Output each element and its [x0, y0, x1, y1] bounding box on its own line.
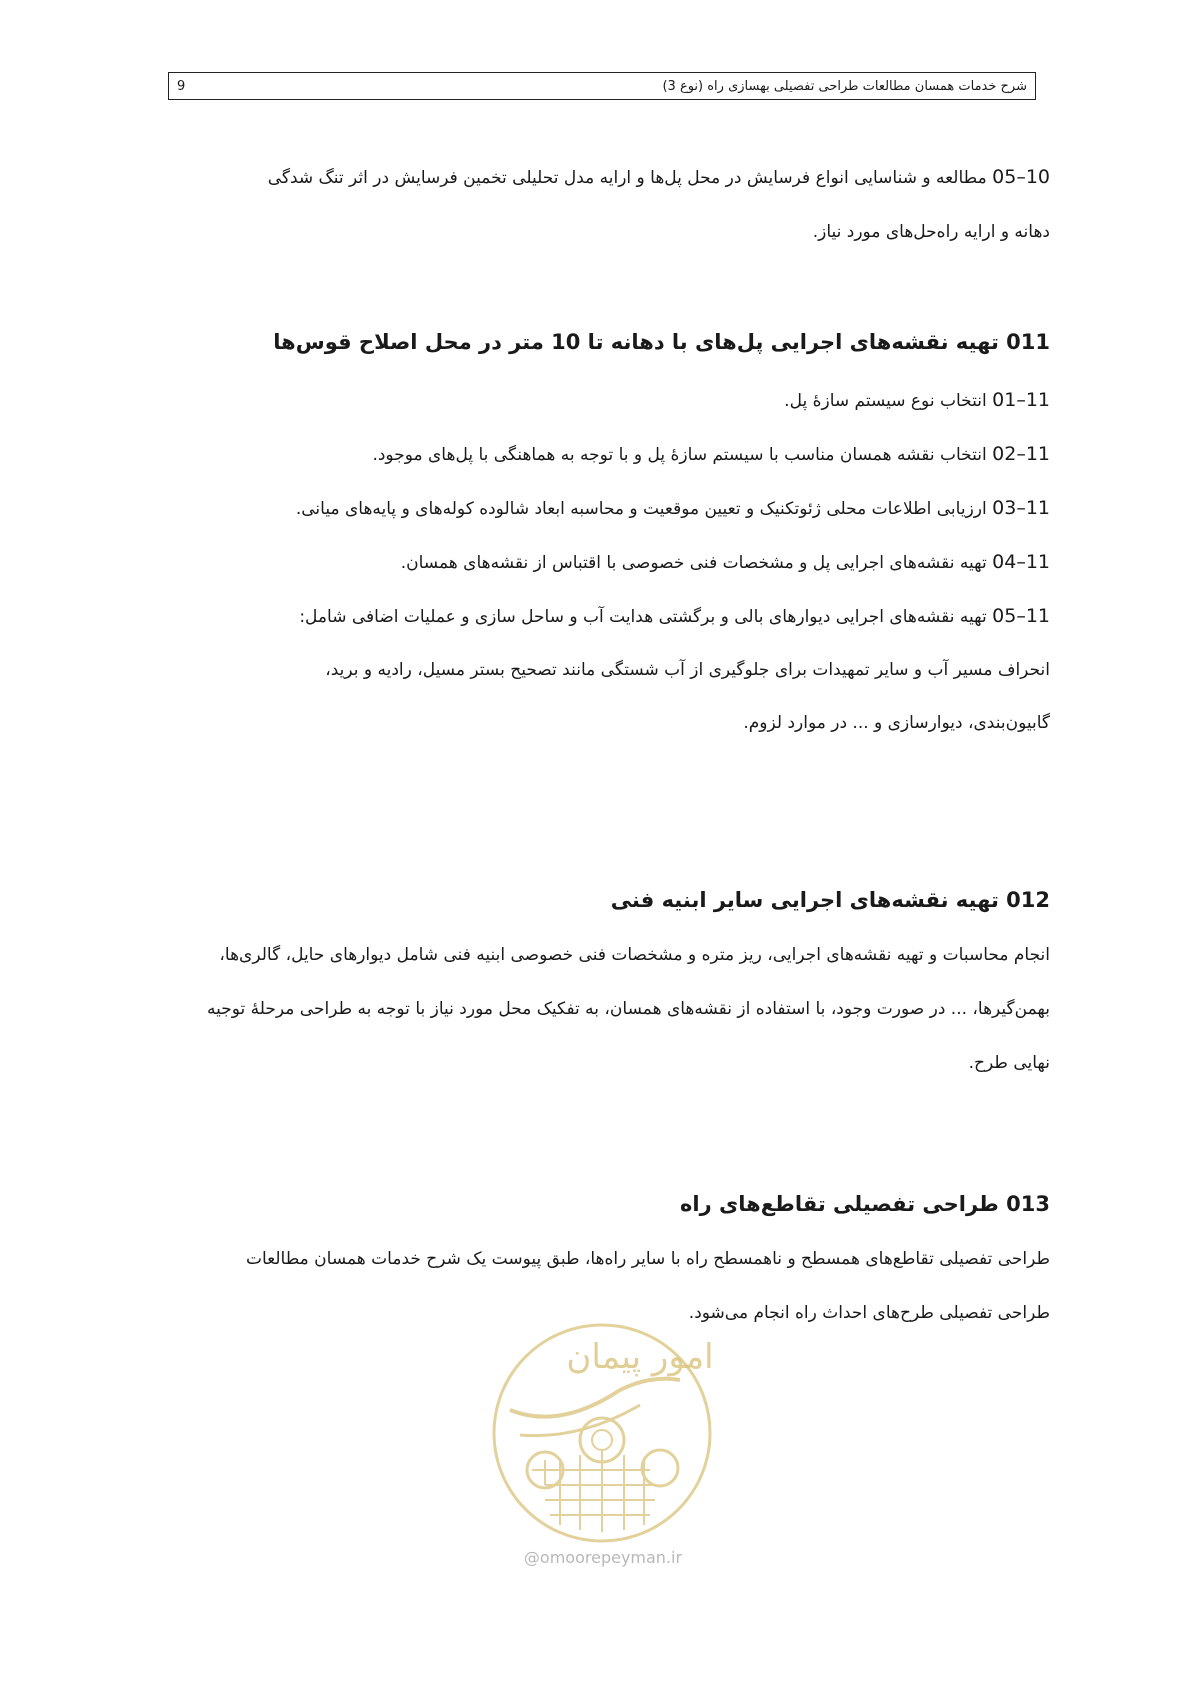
at-icon: @	[523, 1548, 540, 1567]
item-text: تهیه نقشه‌های اجرایی دیوارهای بالی و برگشتی هدایت آب و ساحل سازی و عملیات اضافی شامل:	[299, 607, 993, 627]
section-012-body	[170, 928, 1050, 1090]
section-011-items	[170, 374, 1050, 750]
section-012-heading	[170, 880, 1050, 920]
intro-number: 10–05	[992, 166, 1050, 188]
watermark-logo-text: امور پیمان	[566, 1337, 714, 1377]
intro-text-1: مطالعه و شناسایی انواع فرسایش در محل پل‌ها و ارایه مدل تحلیلی تخمین فرسایش در اثر تنگ شدگی	[267, 168, 993, 188]
section-011-heading	[170, 322, 1050, 362]
watermark-logo	[490, 1320, 714, 1546]
section-013-number: 013	[1006, 1192, 1050, 1216]
section-011-item	[170, 374, 1050, 428]
item-number: 11–03	[992, 497, 1050, 519]
section-012-line-3: نهایی طرح.	[968, 1053, 1050, 1073]
header-title: شرح خدمات همسان مطالعات طراحی تفصیلی بهسازی راه (نوع 3)	[662, 78, 1027, 94]
item-text: تهیه نقشه‌های اجرایی پل و مشخصات فنی خصوصی با اقتباس از نقشه‌های همسان.	[400, 553, 993, 573]
section-011-continuation-1: انحراف مسیر آب و سایر تمهیدات برای جلوگیری از آب شستگی مانند تصحیح بستر مسیل، رادیه و برید،	[325, 660, 1050, 680]
section-012-line-2: بهمن‌گیرها، ... در صورت وجود، با استفاده از نقشه‌های همسان، به تفکیک محل مورد نیاز با توجه به طراحی مرحلهٔ توجیه	[207, 999, 1050, 1019]
item-number: 11–02	[992, 443, 1050, 465]
section-013-heading	[170, 1184, 1050, 1224]
intro-line-2: دهانه و ارایه راه‌حل‌های مورد نیاز.	[812, 222, 1050, 242]
section-013-line-1: طراحی تفصیلی تقاطع‌های همسطح و ناهمسطح راه با سایر راه‌ها، طبق پیوست یک شرح خدمات همسان مطالعات	[245, 1249, 1050, 1269]
section-011-title: تهیه نقشه‌های اجرایی پل‌های با دهانه تا 10 متر در محل اصلاح قوس‌ها	[273, 330, 1007, 354]
section-013	[170, 1184, 1050, 1224]
intro-paragraph	[170, 150, 1050, 259]
section-011	[170, 322, 1050, 362]
item-text: انتخاب نقشه همسان مناسب با سیستم سازهٔ پل و با توجه به هماهنگی با پل‌های موجود.	[372, 445, 993, 465]
item-number: 11–05	[992, 605, 1050, 627]
section-013-title: طراحی تفصیلی تقاطع‌های راه	[680, 1192, 1007, 1216]
watermark-site	[498, 1548, 708, 1567]
section-011-item	[170, 590, 1050, 644]
section-013-line-2: طراحی تفصیلی طرح‌های احداث راه انجام می‌شود.	[688, 1303, 1050, 1323]
section-011-number: 011	[1006, 330, 1050, 354]
section-012-number: 012	[1006, 888, 1050, 912]
section-011-item	[170, 482, 1050, 536]
item-number: 11–01	[992, 389, 1050, 411]
watermark-site-text: omoorepeyman.ir	[539, 1548, 683, 1567]
section-011-item	[170, 536, 1050, 590]
page-header	[168, 72, 1036, 100]
item-number: 11–04	[992, 551, 1050, 573]
section-012-line-1: انجام محاسبات و تهیه نقشه‌های اجرایی، ریز متره و مشخصات فنی خصوصی ابنیه فنی شامل دیوارهای حایل، گالری‌ها،	[219, 945, 1050, 965]
section-012-title: تهیه نقشه‌های اجرایی سایر ابنیه فنی	[610, 888, 1007, 912]
section-012	[170, 880, 1050, 920]
intro-line-1	[170, 150, 1050, 205]
page-number: 9	[177, 78, 186, 94]
section-011-item	[170, 428, 1050, 482]
section-011-continuation-2: گابیون‌بندی، دیوارسازی و ... در موارد لزوم.	[743, 713, 1050, 733]
item-text: ارزیابی اطلاعات محلی ژئوتکنیک و تعیین موقعیت و محاسبه ابعاد شالوده کوله‌های و پایه‌های میانی.	[295, 499, 993, 519]
item-text: انتخاب نوع سیستم سازهٔ پل.	[784, 391, 993, 411]
